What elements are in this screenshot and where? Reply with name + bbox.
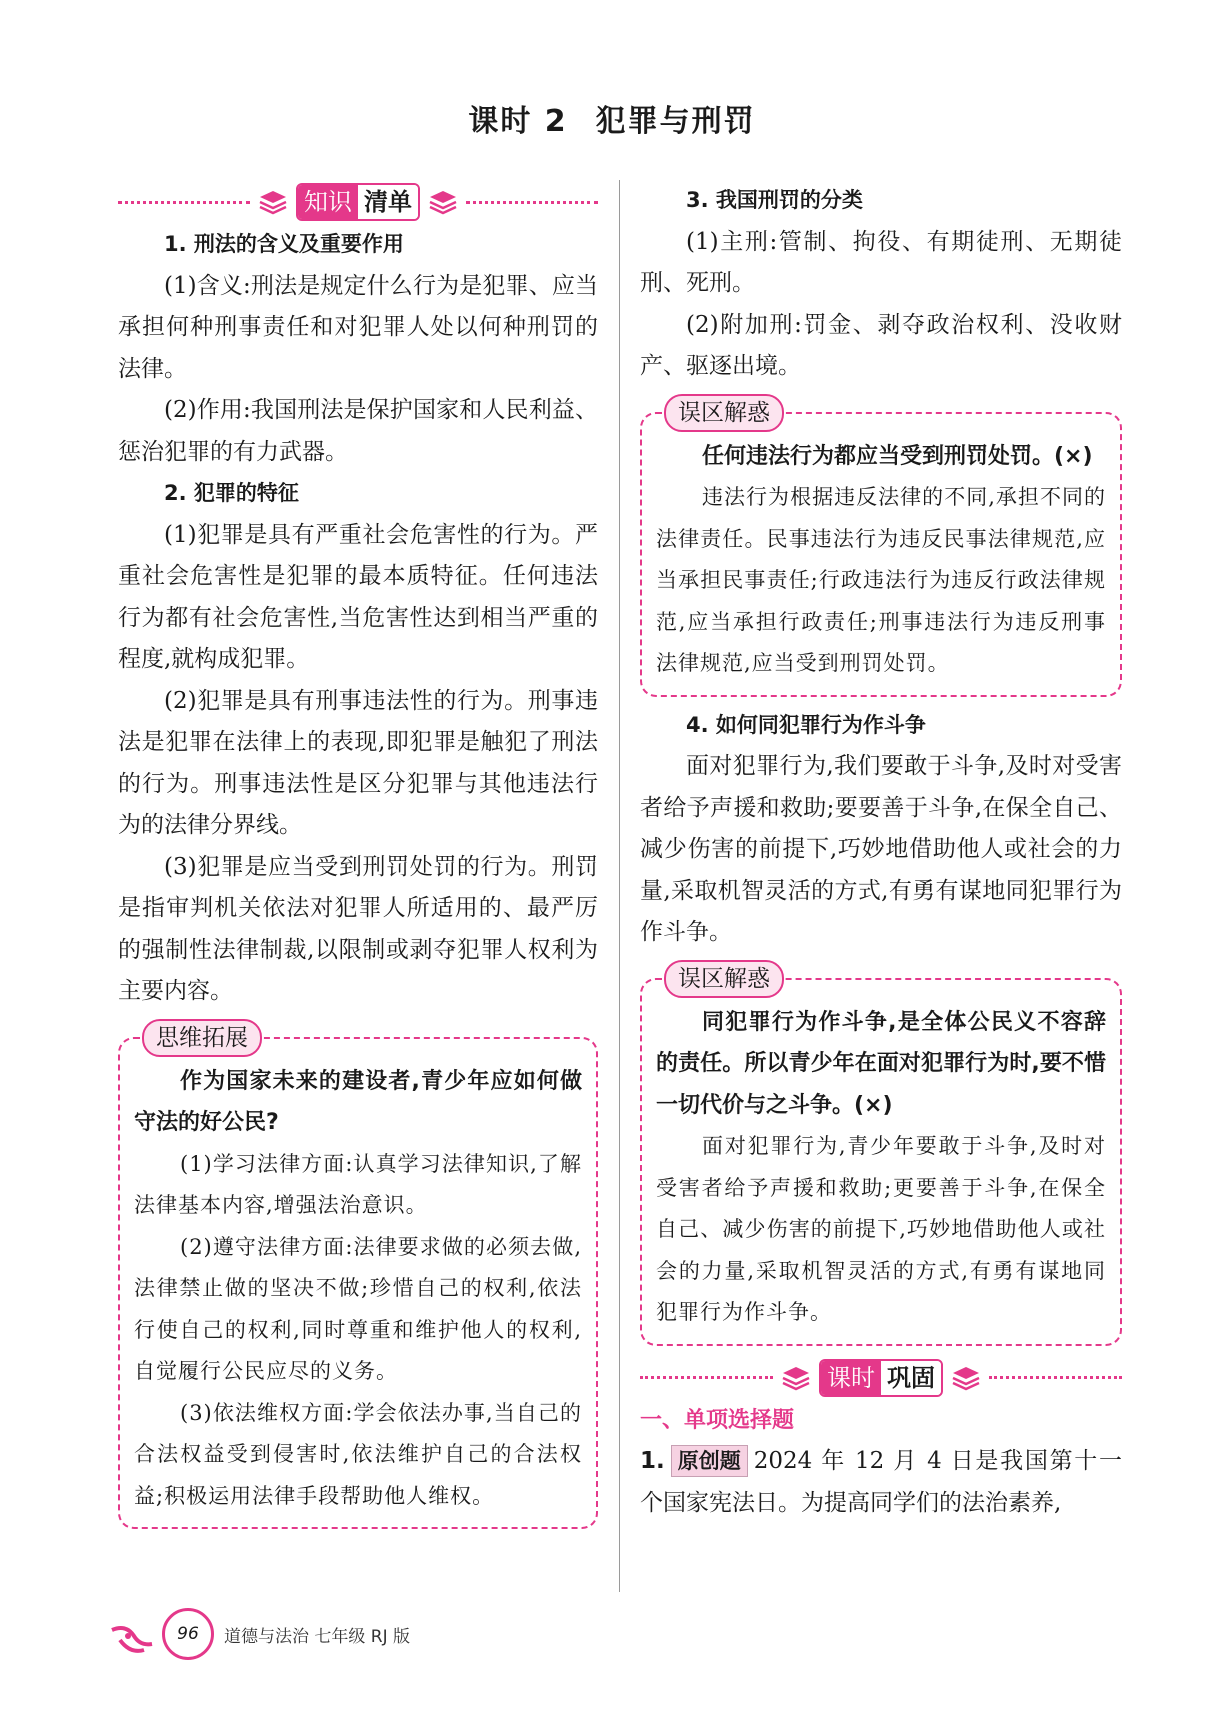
original-question-tag: 原创题	[671, 1445, 748, 1477]
paragraph: (1)主刑:管制、拘役、有期徒刑、无期徒刑、死刑。	[640, 228, 1122, 296]
heading-fight-crime: 4. 如何同犯罪行为作斗争	[686, 712, 926, 737]
paragraph: (1)犯罪是具有严重社会危害性的行为。严重社会危害性是犯罪的最本质特征。任何违法行为都有社会危害性,当危害性达到相当严重的程度,就构成犯罪。	[118, 521, 598, 672]
paragraph: 面对犯罪行为,我们要敢于斗争,及时对受害者给予声援和救助;要要善于斗争,在保全自己、减少伤害的前提下,巧妙地借助他人或社会的力量,采取机智灵活的方式,有勇有谋地同犯罪行为作斗争。	[640, 753, 1122, 945]
stack-icon	[258, 189, 288, 215]
tag-part-a: 知识	[298, 185, 358, 219]
book-title: 道德与法治 七年级 RJ 版	[224, 1627, 411, 1647]
box-answer: (2)遵守法律方面:法律要求做的必须去做,法律禁止做的坚决不做;珍惜自己的权利,依法行使自己的权利,同时尊重和维护他人的权利,自觉履行公民应尽的义务。	[134, 1234, 582, 1383]
box-statement: 任何违法行为都应当受到刑罚处罚。(×)	[702, 443, 1093, 469]
stack-icon	[428, 189, 458, 215]
paragraph: (2)犯罪是具有刑事违法性的行为。刑事违法是犯罪在法律上的表现,即犯罪是触犯了刑法的行为。刑事违法性是区分犯罪与其他违法行为的法律分界线。	[118, 687, 598, 838]
paragraph: (2)作用:我国刑法是保护国家和人民利益、惩治犯罪的有力武器。	[118, 397, 598, 465]
tag-part-b: 清单	[358, 185, 418, 219]
tag-part-b: 巩固	[881, 1361, 941, 1395]
left-column	[118, 180, 598, 1529]
question-number: 1.	[640, 1448, 665, 1474]
box-answer: (1)学习法律方面:认真学习法律知识,了解法律基本内容,增强法治意识。	[134, 1151, 582, 1217]
lesson-number: 课时 2	[468, 104, 568, 139]
box-label: 误区解惑	[664, 394, 784, 432]
paragraph: (2)附加刑:罚金、剥夺政治权利、没收财产、驱逐出境。	[640, 311, 1122, 379]
page-title	[0, 96, 1224, 140]
dotted-rule	[118, 201, 250, 204]
bird-logo-icon	[108, 1610, 168, 1660]
column-divider	[619, 180, 620, 1592]
question-1	[640, 1441, 1122, 1524]
paragraph: (1)含义:刑法是规定什么行为是犯罪、应当承担何种刑事责任和对犯罪人处以何种刑罚的法律。	[118, 272, 598, 382]
heading-criminal-law: 1. 刑法的含义及重要作用	[164, 232, 404, 256]
box-explanation: 违法行为根据违反法律的不同,承担不同的法律责任。民事违法行为违反民事法律规范,应当承担民事责任;行政违法行为违反行政法律规范,应当承担行政责任;刑事违法行为违反刑事法律规范,应当受到刑罚处罚。	[656, 485, 1106, 675]
dotted-rule	[640, 1376, 773, 1379]
dotted-rule	[989, 1376, 1122, 1379]
page-number: 96	[162, 1608, 214, 1660]
stack-icon	[951, 1365, 981, 1391]
box-answer: (3)依法维权方面:学会依法办事,当自己的合法权益受到侵害时,依法维护自己的合法权益;积极运用法律手段帮助他人维权。	[134, 1400, 582, 1508]
right-column	[640, 180, 1122, 1524]
practice-banner	[640, 1356, 1122, 1400]
heading-punishment-types: 3. 我国刑罚的分类	[686, 188, 863, 212]
box-statement: 同犯罪行为作斗争,是全体公民义不容辞的责任。所以青少年在面对犯罪行为时,要不惜一切代价与之斗争。(×)	[656, 1009, 1106, 1118]
practice-tag	[819, 1359, 943, 1397]
thinking-extension-box	[118, 1024, 598, 1530]
lesson-topic: 犯罪与刑罚	[595, 104, 756, 139]
stack-icon	[781, 1365, 811, 1391]
question-text: 2024 年 12 月 4 日是我国第十一个国家宪法日。为提高同学们的法治素养,	[640, 1448, 1122, 1516]
box-explanation: 面对犯罪行为,青少年要敢于斗争,及时对受害者给予声援和救助;更要善于斗争,在保全自己、减少伤害的前提下,巧妙地借助他人或社会的力量,采取机智灵活的方式,有勇有谋地同犯罪行为作斗争。	[656, 1134, 1106, 1324]
heading-crime-features: 2. 犯罪的特征	[164, 481, 299, 505]
section-title: 一、单项选择题	[640, 1407, 795, 1433]
tag-part-a: 课时	[821, 1361, 881, 1395]
knowledge-banner	[118, 180, 598, 224]
paragraph: (3)犯罪是应当受到刑罚处罚的行为。刑罚是指审判机关依法对犯罪人所适用的、最严厉的强制性法律制裁,以限制或剥夺犯罪人权利为主要内容。	[118, 853, 598, 1004]
box-label: 误区解惑	[664, 960, 784, 998]
box-question: 作为国家未来的建设者,青少年应如何做守法的好公民?	[134, 1068, 582, 1135]
misconception-box	[640, 399, 1122, 697]
page-footer	[108, 1606, 528, 1666]
box-label: 思维拓展	[142, 1019, 262, 1057]
knowledge-tag	[296, 183, 420, 221]
misconception-box	[640, 965, 1122, 1346]
dotted-rule	[466, 201, 598, 204]
